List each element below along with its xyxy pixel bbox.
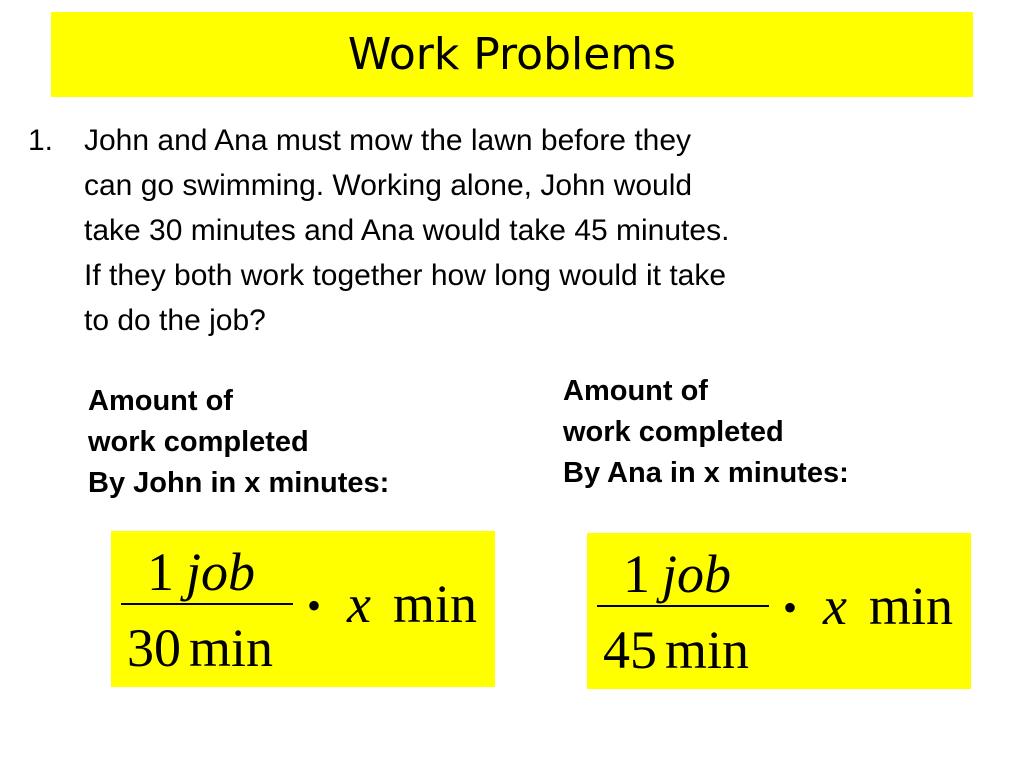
numerator-value: 1	[623, 544, 650, 604]
problem-line: can go swimming. Working alone, John would	[84, 169, 693, 202]
problem-line: If they both work together how long would it take	[84, 259, 727, 292]
equation-denominator	[127, 618, 274, 678]
numerator-unit: job	[186, 542, 256, 602]
label-line: work completed	[563, 416, 784, 448]
fraction-bar	[597, 605, 769, 607]
problem-line: take 30 minutes and Ana would take 45 minutes.	[84, 214, 730, 247]
label-line: By Ana in x minutes:	[563, 457, 849, 489]
label-line: By John in x minutes:	[88, 467, 390, 499]
numerator-unit: job	[662, 544, 732, 604]
john-rate-equation	[111, 531, 495, 687]
equation-numerator	[147, 542, 256, 602]
problem-text	[84, 118, 974, 343]
john-work-label	[88, 381, 389, 504]
variable-x: x	[347, 574, 371, 634]
denominator-value: 45	[603, 620, 657, 680]
denominator-unit: min	[665, 620, 750, 680]
numerator-value: 1	[147, 542, 174, 602]
problem-number: 1.	[28, 124, 54, 157]
denominator-value: 30	[127, 618, 181, 678]
label-line: work completed	[88, 426, 309, 458]
equation-denominator	[603, 620, 750, 680]
denominator-unit: min	[189, 618, 274, 678]
variable-unit: min	[393, 574, 478, 634]
label-line: Amount of	[88, 385, 233, 417]
multiply-dot: •	[783, 585, 798, 630]
ana-work-label	[563, 371, 849, 494]
problem-line: to do the job?	[84, 304, 266, 337]
multiply-dot: •	[307, 583, 322, 628]
problem-line: John and Ana must mow the lawn before they	[84, 124, 692, 157]
title-banner	[51, 12, 973, 97]
variable-x: x	[823, 576, 847, 636]
label-line: Amount of	[563, 375, 708, 407]
slide-title: Work Problems	[347, 29, 677, 80]
fraction-bar	[121, 603, 293, 605]
ana-rate-equation	[587, 533, 971, 689]
equation-numerator	[623, 544, 732, 604]
variable-unit: min	[869, 576, 954, 636]
